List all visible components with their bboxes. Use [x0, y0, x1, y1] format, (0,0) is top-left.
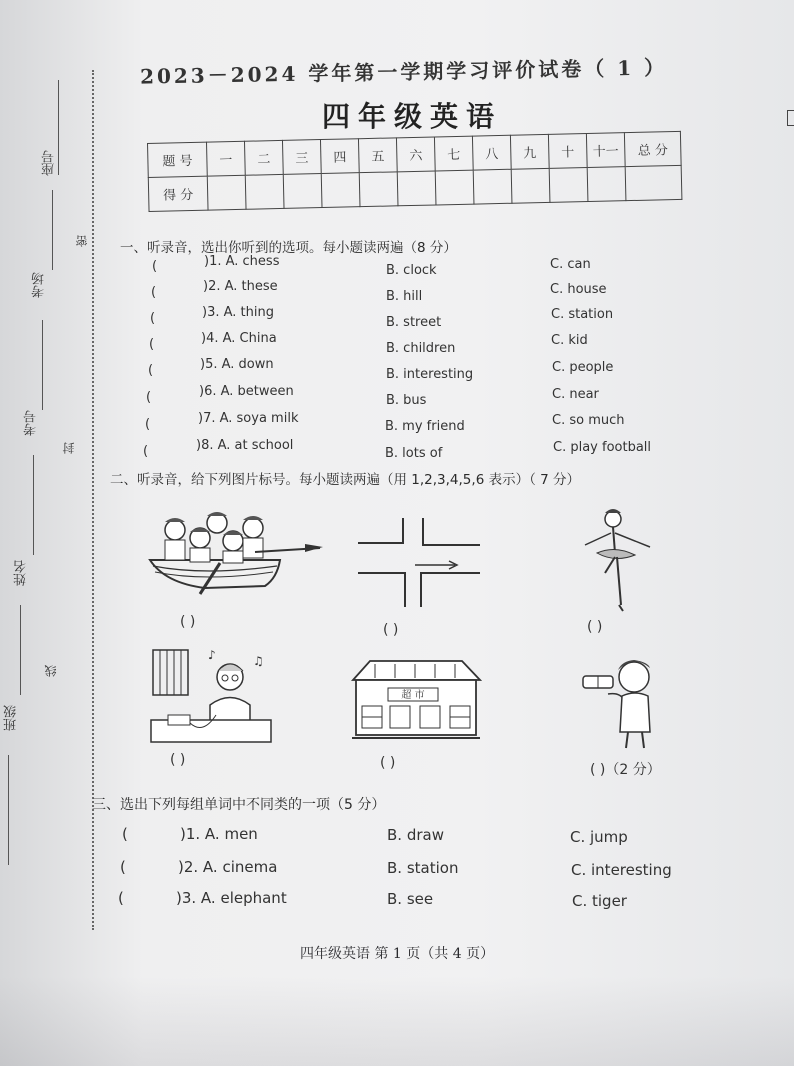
- supermarket-picture: [350, 658, 482, 743]
- s3-q3-option-c: C. tiger: [572, 892, 627, 910]
- seal-mark-2: 封: [62, 442, 76, 454]
- picture6-answer-blank[interactable]: ( )（2 分）: [590, 762, 661, 778]
- exam-subtitle: 四年级英语: [322, 100, 503, 133]
- q5-option-b: B. interesting: [386, 367, 474, 382]
- score-cell[interactable]: [549, 168, 588, 203]
- q2-option-b: B. hill: [386, 289, 423, 304]
- score-header-cell: 总 分: [624, 131, 681, 166]
- q2-option-c: C. house: [550, 282, 607, 297]
- score-header-cell: 二: [244, 140, 283, 175]
- q6-option-a: )6. A. between: [199, 384, 294, 399]
- crossroads-picture: [355, 515, 485, 610]
- picture1-answer-blank[interactable]: ( ): [180, 614, 196, 630]
- score-cell[interactable]: [321, 173, 360, 208]
- q7-option-b: B. my friend: [385, 419, 465, 434]
- score-cell[interactable]: [473, 169, 512, 204]
- score-header-cell: 五: [358, 138, 397, 173]
- seat-label: 座号: [42, 150, 57, 176]
- score-header-cell: 十: [548, 134, 587, 169]
- q5-paren: (: [148, 363, 154, 378]
- score-cell[interactable]: [511, 168, 550, 203]
- exam-number-label: 考号: [24, 410, 39, 436]
- q8-option-c: C. play football: [553, 440, 652, 455]
- boat-picture: [145, 508, 325, 596]
- s3-q1-option-c: C. jump: [570, 828, 628, 846]
- q6-paren: (: [146, 390, 152, 405]
- q6-option-c: C. near: [552, 387, 599, 402]
- score-header-cell: 十一: [586, 133, 625, 168]
- exam-title: 2023－2024 学年第一学期学习评价试卷（ 1 ）: [139, 55, 668, 89]
- q4-option-b: B. children: [386, 341, 456, 356]
- score-row-label: 得 分: [148, 176, 208, 211]
- score-header-cell: 七: [434, 136, 473, 171]
- q1-option-c: C. can: [550, 257, 591, 272]
- score-cell[interactable]: [397, 171, 436, 206]
- picture4-answer-blank[interactable]: ( ): [170, 752, 186, 768]
- phone-call-picture: [148, 645, 278, 745]
- q5-option-c: C. people: [552, 360, 614, 375]
- ballerina-picture: [575, 505, 660, 613]
- score-header-cell: 六: [396, 137, 435, 172]
- q1-option-a: )1. A. chess: [204, 254, 280, 269]
- q3-paren: (: [150, 311, 156, 326]
- q2-option-a: )2. A. these: [203, 279, 278, 294]
- score-cell[interactable]: [435, 170, 474, 205]
- binoculars-picture: [578, 652, 668, 750]
- score-cell[interactable]: [587, 167, 626, 202]
- score-header-cell: 三: [282, 140, 321, 175]
- seal-mark: 密: [75, 235, 89, 247]
- q4-paren: (: [149, 337, 155, 352]
- class-label: 班级: [4, 705, 19, 731]
- s3-q3-option-a: )3. A. elephant: [176, 889, 287, 907]
- q6-option-b: B. bus: [386, 393, 427, 408]
- s3-q1-paren: (: [122, 825, 128, 843]
- q4-option-a: )4. A. China: [201, 331, 277, 346]
- s3-q2-option-c: C. interesting: [571, 861, 672, 879]
- q2-paren: (: [151, 285, 157, 300]
- q1-option-b: B. clock: [386, 263, 437, 278]
- s3-q1-option-a: )1. A. men: [180, 825, 258, 843]
- q7-paren: (: [145, 417, 151, 432]
- s3-q2-option-b: B. station: [387, 859, 459, 877]
- q8-option-a: )8. A. at school: [196, 438, 294, 453]
- page-edge-mark: [787, 110, 794, 126]
- exam-room-label: 考场: [32, 272, 47, 298]
- s3-q3-option-b: B. see: [387, 890, 434, 908]
- score-table: [147, 131, 682, 212]
- s3-q3-paren: (: [118, 889, 124, 907]
- score-header-cell: 四: [320, 139, 359, 174]
- supermarket-sign-text: 超 市: [401, 690, 425, 701]
- score-header-cell: 九: [510, 134, 549, 169]
- score-cell[interactable]: [245, 174, 284, 209]
- picture5-answer-blank[interactable]: ( ): [380, 755, 396, 771]
- section3-heading: 三、选出下列每组单词中不同类的一项（5 分）: [92, 797, 386, 813]
- q5-option-a: )5. A. down: [200, 357, 274, 372]
- q3-option-b: B. street: [386, 315, 442, 330]
- s3-q2-paren: (: [120, 858, 126, 876]
- score-cell[interactable]: [359, 172, 398, 207]
- s3-q2-option-a: )2. A. cinema: [178, 858, 278, 876]
- section1-heading: 一、听录音，选出你听到的选项。每小题读两遍（8 分）: [120, 240, 457, 256]
- picture2-answer-blank[interactable]: ( ): [383, 622, 399, 638]
- name-label: 姓名: [14, 560, 29, 586]
- score-header-cell: 八: [472, 135, 511, 170]
- s3-q1-option-b: B. draw: [387, 826, 444, 844]
- svg-text:♪: ♪: [208, 648, 216, 662]
- svg-text:♫: ♫: [253, 654, 264, 668]
- line-mark: 线: [44, 665, 58, 677]
- score-header-cell: 题 号: [148, 142, 208, 177]
- page-footer: 四年级英语 第 1 页（共 4 页）: [300, 946, 495, 962]
- q8-option-b: B. lots of: [385, 446, 443, 461]
- section2-heading: 二、听录音，给下列图片标号。每小题读两遍（用 1,2,3,4,5,6 表示）（ 7 分）: [110, 472, 580, 488]
- score-cell[interactable]: [207, 175, 246, 210]
- q7-option-c: C. so much: [552, 413, 625, 428]
- q8-paren: (: [143, 444, 149, 459]
- q3-option-a: )3. A. thing: [202, 305, 274, 320]
- q3-option-c: C. station: [551, 307, 614, 322]
- picture3-answer-blank[interactable]: ( ): [587, 619, 603, 635]
- q4-option-c: C. kid: [551, 333, 588, 348]
- q7-option-a: )7. A. soya milk: [198, 411, 299, 426]
- score-header-cell: 一: [206, 141, 245, 176]
- score-cell[interactable]: [625, 165, 682, 200]
- q1-paren: (: [152, 259, 158, 274]
- score-cell[interactable]: [283, 174, 322, 209]
